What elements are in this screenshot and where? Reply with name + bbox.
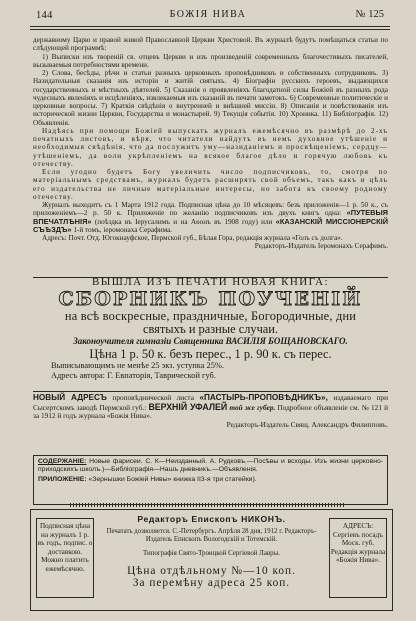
colophon-center <box>99 514 324 589</box>
paragraph: Если угодно будетъ Богу увеличить число подписчиковъ, то, смотря по матеріальнымъ средствамъ, журналъ будетъ расширять свой объемъ, такъ какъ и цѣль его издательства не личные матеріальные интересы, но забота къ своему родному отечеству. <box>33 168 388 201</box>
single-issue-price: Цѣна отдѣльному №—10 коп. <box>127 565 296 577</box>
ornament-divider <box>70 503 346 507</box>
subscription-text: 1-й томъ, іеромонаха Серафима. <box>73 225 173 234</box>
censorship-permit: Печатать дозволяется. С.-Петербургъ. Апрѣля 28 дня, 1912 г. Редакторъ-Издатель Епископъ Вологодскій и Тотемскій. <box>106 528 317 543</box>
editorial-address: Адресъ: Почт. Отд. Югокнауфское, Пермской губ., Бѣлая Гора, редакція журнала «Голъ съ долга». <box>42 234 343 242</box>
supplement-title-2: «КАЗАНСКІЙ МИССІОНЕРСКІЙ СЪѢЗДЪ» <box>33 216 388 234</box>
subscription-text: (поѣздка въ Іерусалимъ и на Аѳонъ въ 1908 году) или <box>94 217 273 226</box>
book-subtitle-2: святыхъ и разные случаи. <box>142 322 279 336</box>
ad-text: той же губер. <box>229 402 276 412</box>
subscription-price-box: Подписная цѣна на журналъ 1 р. въ годъ, подпис. о доставкою. Можно платить ежемѣсячно. <box>36 518 94 598</box>
footer-colophon <box>30 509 393 611</box>
page-number: 144 <box>36 10 53 21</box>
paragraph: Надѣясь при помощи Божіей выпускать журналъ ежемѣсячно въ размѣрѣ до 2-хъ печатныхъ листовъ, и вѣря, что читатели найдутъ въ немъ духовное утѣшеніе и необходимыя свѣдѣнія, что да послужитъ уму—назиданіемъ и просвѣщеніемъ, сердцу—утѣшеніемъ, да воли укрѣпленіемъ на всякое благое дѣло и горячую любовь къ отечеству. <box>33 126 388 168</box>
address-change-price: За перемѣну адреса 25 коп. <box>132 577 291 589</box>
header-rule <box>30 26 390 27</box>
ad-signature: Редакторъ-Издатель Свящ. Александръ Филипповъ. <box>226 419 388 429</box>
paragraph: 1) Выписки изъ твореній св. отцевъ Церкви и изъ произведеній современныхъ благочестивыхъ писателей, вызываемыя потребностями времени. <box>33 52 388 69</box>
printing-house: Типографія Свято-Троицкой Сергіевой Лавры. <box>143 550 280 557</box>
new-place: ВЕРХНІЙ УФАЛЕЙ <box>148 401 228 412</box>
book-advertisement <box>33 276 388 388</box>
book-author: Законоучителя гимназіи Священника ВАСИЛІЯ БОЩАНОВСКАГО. <box>73 336 348 346</box>
leaflet-name: «ПАСТЫРЬ-ПРОПОВѢДНИКЪ», <box>199 393 328 402</box>
editor-name: Редакторъ Епископъ НИКОНЪ. <box>137 514 286 524</box>
book-title: СБОРНИКЪ ПОУЧЕНІЙ <box>58 288 363 310</box>
editor-signature: Редакторъ-Издатель Іеромонахъ Серафимъ. <box>254 242 388 251</box>
journal-announcement <box>33 36 388 274</box>
section-rule <box>33 391 388 392</box>
contents-box <box>33 455 388 505</box>
book-subtitle: на всѣ воскресные, праздничные, Богородичные, дни <box>64 309 357 323</box>
ad-text: проповѣднической листа <box>112 393 194 402</box>
new-address-heading: НОВЫЙ АДРЕСЪ <box>33 393 107 402</box>
book-discount: Выписывающимъ не менѣе 25 экз. уступка 25%. <box>51 361 224 370</box>
appendix-label: ПРИЛОЖЕНІЕ: <box>38 475 87 483</box>
ad-text: издаваемаго при Сысертскомъ заводѣ Пермской губ.: <box>33 393 388 412</box>
header-rule-thin <box>30 29 390 30</box>
supplement-title-1: «ПУТЕВЫЯ ВПЕЧАТЛѢНІЯ» <box>33 208 388 226</box>
issue-number: № 125 <box>355 9 384 20</box>
paragraph: державному Царю и правой живой Православной Церкви Христовой. Въ журналѣ будутъ помѣщаться статьи по слѣдующей программѣ: <box>33 36 388 53</box>
editorial-address-box: АДРЕСЪ: Сергіевъ посадъ Моск. губ. Редакція журнала «Божія Нива». <box>329 518 387 598</box>
ad-text: Подробное объявленіе см. № 121 й за 1912 й годъ журнала «Божія Нива». <box>33 402 389 421</box>
ad-heading: ВЫШЛА ИЗЪ ПЕЧАТИ НОВАЯ КНИГА: <box>92 276 329 288</box>
running-header <box>0 7 416 23</box>
subscription-text: Журналъ выходитъ съ 1 Марта 1912 года. Подписная цѣна до 10 мѣсяцевъ: безъ приложенія—1 р. 50 к., съ приложеніемъ—2 р. 50 к. Приложеніе по желанію подписчиковъ изъ двухъ книгъ одна: <box>33 201 388 218</box>
contents-label: СОДЕРЖАНІЕ: <box>38 458 87 465</box>
journal-title: БОЖІЯ НИВА <box>169 9 247 20</box>
paragraph: 2) Слова, бесѣды, рѣчи и статьи разныхъ церковныхъ проповѣдниковъ и собственныхъ сотрудниковъ. 3) Назидательныя сказанія изъ исторіи и житій святыхъ. 4) Біографіи русскихъ героевъ, выдающихся государственныхъ и мѣстныхъ дѣятелей. 5) Сказанія о проявленіяхъ благодатной силы Божіей въ разныхъ рода чудесныхъ явленіяхъ и исцѣленіяхъ, извлекаемыя изъ сказаній въ печати заметокъ. 6) Современные политическіе и церковные вопросы. 7) Краткія свѣдѣнія о внутренней и внѣшней миссіи. 8) Описанія и повѣствованія изъ исторической жизни Церкви, Государства и монастырей. 9) Текущія событія. 10) Хроника. 11) Библіографія. 12) Объявленія. <box>33 69 388 127</box>
new-address-advertisement <box>33 394 388 450</box>
paragraph-subscription <box>33 201 388 234</box>
book-price: Цѣна 1 р. 50 к. безъ перес., 1 р. 90 к. съ перес. <box>89 347 332 361</box>
contents-text: Новые фарисеи. С. К—Неизданный. А. Рудковъ.—Посѣвы и всходы. Изъ жизни церковно-приходскихъ школъ.)—Библіографія—Нашъ дневникъ.—Объявленія. <box>38 458 383 473</box>
appendix-text: «Зернышки Божіей Нивы» книжка ІІ3-я три статейки). <box>88 475 257 483</box>
author-address: Адресъ автора: Г. Евпаторія, Таврической губ. <box>51 371 216 380</box>
